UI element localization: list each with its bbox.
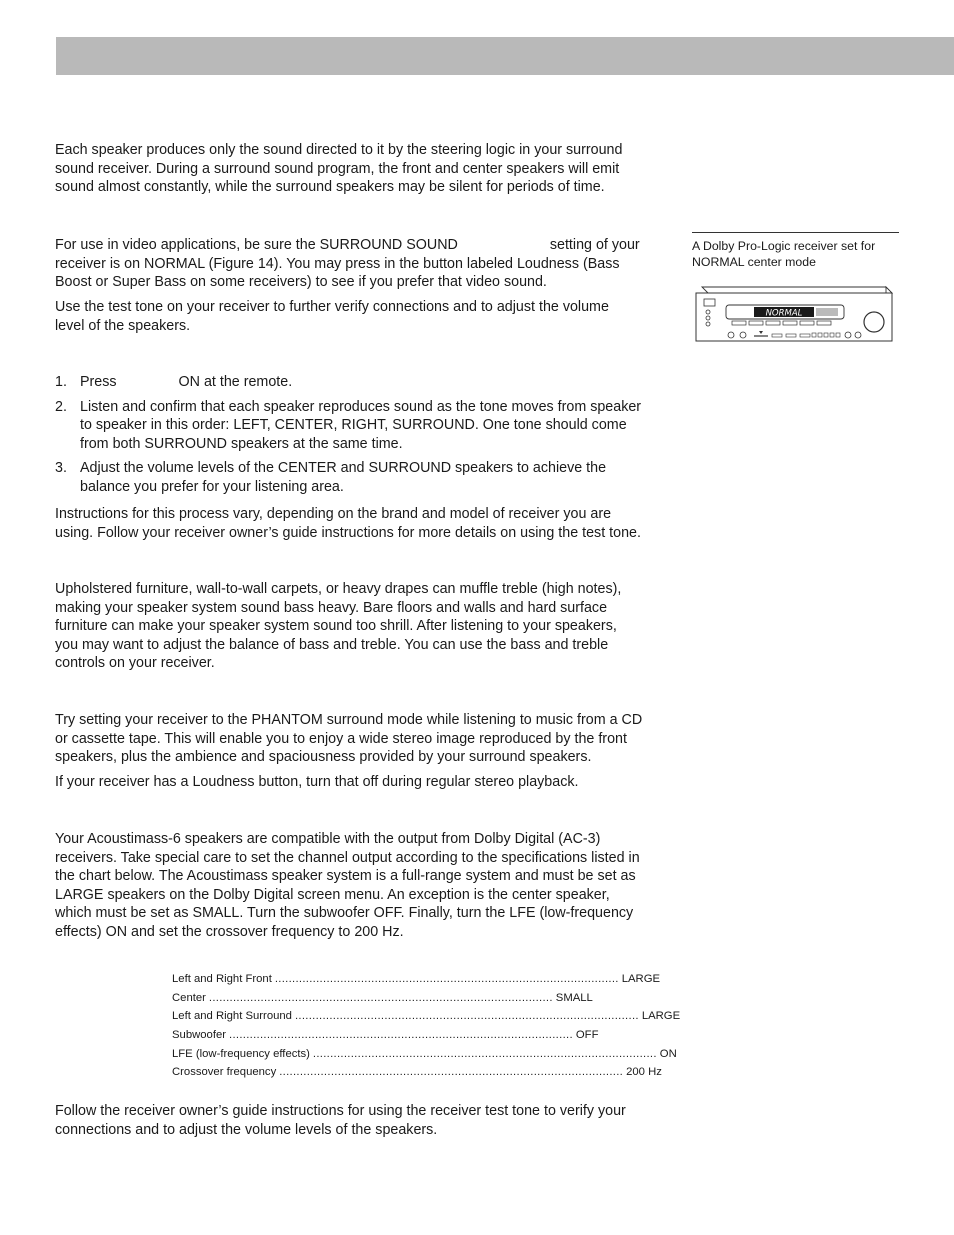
display-text: NORMAL <box>765 308 803 319</box>
speaker-settings-table <box>172 973 681 1085</box>
paragraph-speaker-sound: Each speaker produces only the sound directed to it by the steering logic in your surround sound receiver. During a surround sound program, the front and center speakers will emit sound almost constantly, while the surround speakers may be silent for periods of time. <box>55 142 623 196</box>
paragraph-test-tone: Use the test tone on your receiver to further verify connections and to adjust the volume level of the speakers. <box>55 299 609 334</box>
table-row: Crossover frequency .................................................................................................... 200 Hz <box>172 1066 662 1079</box>
table-row: Subwoofer .................................................................................................... OFF <box>172 1029 599 1042</box>
test-tone-steps <box>55 373 685 497</box>
header-bar <box>56 37 954 75</box>
table-row: Center .................................................................................................... SMALL <box>172 991 593 1004</box>
paragraph-dolby-digital: Your Acoustimass-6 speakers are compatible with the output from Dolby Digital (AC-3) receivers. Take special care to set the channel output according to the specifications listed in the chart below. The Acoustimass speaker system is a full-range system and must be set as LARGE speakers on the Dolby Digital screen menu. An exception is the center speaker, which must be set as SMALL. Turn the subwoofer OFF. Finally, turn the LFE (low-frequency effects) ON and set the crossover frequency to 200 Hz. <box>55 831 640 940</box>
list-item: 1. Press ON at the remote. <box>55 374 293 390</box>
list-item: 2. Listen and confirm that each speaker reproduces sound as the tone moves from speaker to speaker in this order: LEFT, CENTER, RIGHT, SURROUND. One tone should come from both SURROUND speakers at the same time. <box>55 398 642 452</box>
table-row: Left and Right Surround .................................................................................................... LARGE <box>172 1010 681 1023</box>
paragraph-phantom-mode: Try setting your receiver to the PHANTOM surround mode while listening to music from a CD or cassette tape. This will enable you to enjoy a wide stereo image reproduced by the front speakers, plus the ambience and spaciousness provided by your surround speakers. <box>55 712 643 766</box>
receiver-illustration <box>694 285 899 343</box>
power-button-icon <box>704 299 715 306</box>
figure-caption: A Dolby Pro-Logic receiver set for NORMAL center mode <box>692 239 876 269</box>
paragraph-surround-setting: For use in video applications, be sure the SURROUND SOUND setting of your receiver is on NORMAL (Figure 14). You may press in the button labeled Loudness (Bass Boost or Super Bass on some receivers) to see if you prefer that video sound. <box>55 237 640 291</box>
paragraph-loudness: If your receiver has a Loudness button, turn that off during regular stereo playback. <box>55 774 579 790</box>
paragraph-room-acoustics: Upholstered furniture, wall-to-wall carpets, or heavy drapes can muffle treble (high notes), making your speaker system sound bass heavy. Bare floors and walls and hard surface furniture can make your speaker system sound too shrill. After listening to your speakers, you may want to adjust the balance of bass and treble. You can use the bass and treble controls on your receiver. <box>55 581 622 672</box>
sidebar-rule <box>692 232 899 233</box>
table-row: LFE (low-frequency effects) .................................................................................................... ON <box>172 1047 677 1060</box>
table-row: Left and Right Front .................................................................................................... LARGE <box>172 973 661 985</box>
paragraph-instructions-vary: Instructions for this process vary, depending on the brand and model of receiver you are using. Follow your receiver owner’s guide instructions for more details on using the test tone. <box>55 506 641 541</box>
paragraph-follow-guide: Follow the receiver owner’s guide instructions for using the receiver test tone to verify your connections and to adjust the volume levels of the speakers. <box>55 1103 626 1138</box>
list-item: 3. Adjust the volume levels of the CENTER and SURROUND speakers to achieve the balance you prefer for your listening area. <box>55 460 607 495</box>
volume-knob-icon <box>864 312 884 332</box>
